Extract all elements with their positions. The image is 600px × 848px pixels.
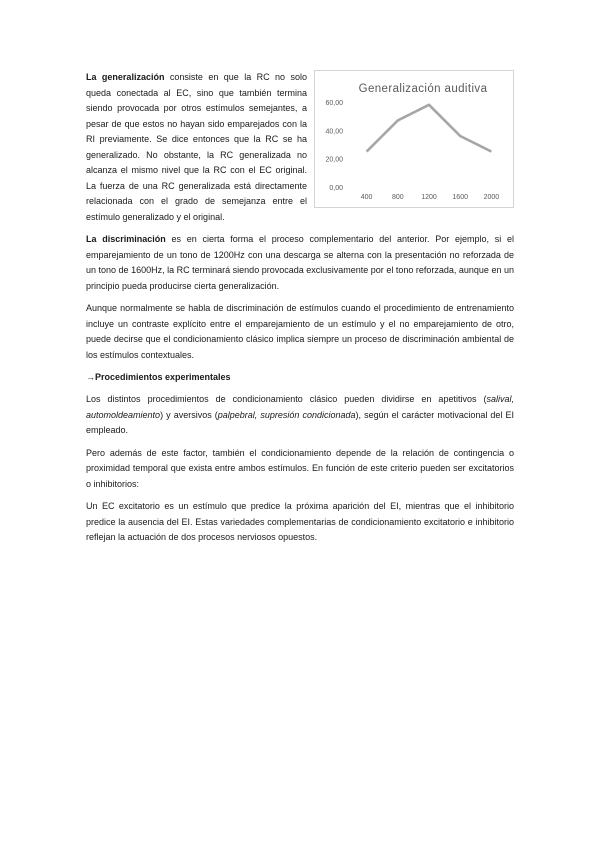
section-heading [86,370,514,385]
paragraph-contingency: Pero además de este factor, también el condicionamiento depende de la relación de contingencia o proximidad temporal que exista entre ambos estímulos. En función de este criterio pueden ser excitatorios o inhibitorios: [86,447,514,489]
term-discrimination: La discriminación [86,234,166,244]
term-generalization: La generalización [86,72,165,82]
section-heading-text: Procedimientos experimentales [95,372,231,382]
paragraph-discrimination [86,232,514,294]
paragraph-discrimination-text: es en cierta forma el proceso complementario del anterior. Por ejemplo, si el emparejamiento de un tono de 1200Hz con una descarga se alterna con la presentación no reforzada de un tono de 1600Hz, la RC terminará siendo provocada exclusivamente por el tono reforzada, aunque en un principio pueda producirse cierta generalización. [86,234,514,291]
aversive-examples: palpebral, supresión condicionada [217,409,356,420]
paragraph-procedures [86,392,514,439]
paragraph-procedures-text-c: ), según el carácter motivacional del EI empleado. [86,409,514,435]
paragraph-procedures-text-b: ) y aversivos ( [160,409,218,420]
paragraph-generalization-text: consiste en que la RC no solo queda conectada al EC, sino que también termina siendo provocada por otros estímulos semejantes, a pesar de que estos no hayan sido emparejados con la RI previamente. Se dice entonces que la RC se ha generalizado. No obstante, la RC generalizada no alcanza el mismo nivel que la RC con el EC original. La fuerza de una RC generalizada está directamente relacionada con el grado de semejanza entre el estímulo generalizado y el original. [86,72,307,222]
appetitive-examples: salival, automoldeamiento [86,394,514,420]
x-tick-label: 1200 [421,194,437,201]
y-tick-label: 20,00 [325,156,343,164]
document-body [86,70,514,546]
x-tick-label: 1600 [452,194,468,201]
y-tick-label: 0,00 [329,185,343,192]
paragraph-excitatory-inhibitory: Un EC excitatorio es un estímulo que predice la próxima aparición del EI, mientras que el inhibitorio predice la ausencia del EI. Estas variedades complementarias de condicionamiento excitatorio e inhibitorio reflejan la actuación de dos procesos nerviosos opuestos. [86,501,514,542]
y-tick-label: 40,00 [325,128,343,136]
arrow-icon: → [86,372,95,382]
y-tick-label: 60,00 [325,100,343,107]
x-tick-label: 2000 [483,194,500,201]
chart-title: Generalización auditiva [358,83,488,95]
x-tick-label: 400 [360,194,373,201]
paragraph-procedures-text-a: Los distintos procedimientos de condicionamiento clásico pueden dividirse en apetitivos ( [86,394,487,404]
paragraph-generalization [86,70,307,225]
x-tick-label: 800 [391,194,404,201]
paragraph-discrimination-contrast: Aunque normalmente se habla de discriminación de estímulos cuando el procedimiento de entrenamiento incluye un contraste explícito entre el emparejamiento de un estímulo y el no emparejamiento de otro, puede decirse que el condicionamiento clásico implica siempre un proceso de discriminación ambiental de los estímulos contextuales. [86,303,514,360]
